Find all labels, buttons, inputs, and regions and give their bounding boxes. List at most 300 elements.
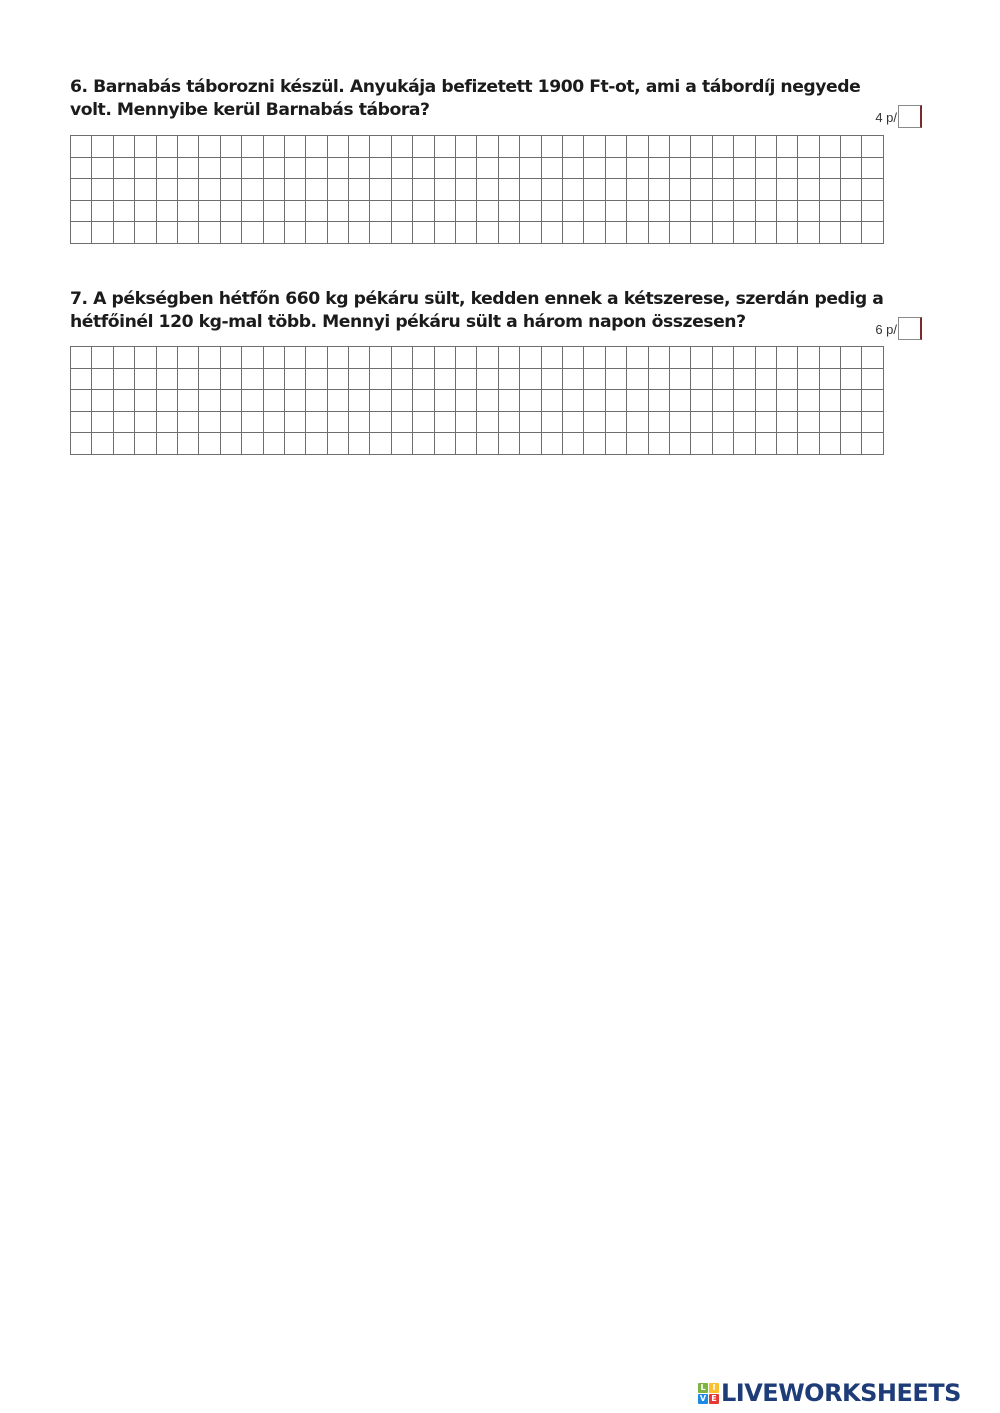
grid-cell[interactable] [691,411,712,433]
grid-cell[interactable] [584,368,605,390]
grid-cell[interactable] [669,390,690,412]
grid-cell[interactable] [520,136,541,158]
grid-cell[interactable] [177,411,198,433]
grid-cell[interactable] [862,136,883,158]
grid-cell[interactable] [306,433,327,455]
grid-cell[interactable] [220,136,241,158]
grid-cell[interactable] [798,411,819,433]
grid-cell[interactable] [413,390,434,412]
grid-cell[interactable] [177,157,198,179]
grid-cell[interactable] [520,368,541,390]
grid-cell[interactable] [71,136,92,158]
grid-cell[interactable] [648,157,669,179]
grid-cell[interactable] [712,136,733,158]
grid-cell[interactable] [113,222,134,244]
grid-cell[interactable] [327,200,348,222]
grid-cell[interactable] [242,433,263,455]
grid-cell[interactable] [306,222,327,244]
grid-cell[interactable] [370,411,391,433]
grid-cell[interactable] [71,200,92,222]
grid-cell[interactable] [220,222,241,244]
grid-cell[interactable] [177,136,198,158]
grid-cell[interactable] [92,179,113,201]
grid-cell[interactable] [327,347,348,369]
task-7-score-box[interactable] [898,317,922,340]
grid-cell[interactable] [562,390,583,412]
grid-cell[interactable] [584,136,605,158]
grid-cell[interactable] [413,222,434,244]
grid-cell[interactable] [841,433,862,455]
grid-cell[interactable] [541,433,562,455]
grid-cell[interactable] [776,179,797,201]
grid-cell[interactable] [498,347,519,369]
grid-cell[interactable] [370,157,391,179]
grid-cell[interactable] [819,390,840,412]
grid-cell[interactable] [413,368,434,390]
grid-cell[interactable] [284,411,305,433]
grid-cell[interactable] [862,347,883,369]
grid-cell[interactable] [755,411,776,433]
grid-cell[interactable] [862,433,883,455]
grid-cell[interactable] [456,411,477,433]
grid-cell[interactable] [862,200,883,222]
grid-cell[interactable] [477,368,498,390]
grid-cell[interactable] [841,390,862,412]
grid-cell[interactable] [541,136,562,158]
grid-cell[interactable] [327,222,348,244]
grid-cell[interactable] [498,179,519,201]
grid-cell[interactable] [391,179,412,201]
grid-cell[interactable] [327,136,348,158]
grid-cell[interactable] [862,157,883,179]
grid-cell[interactable] [156,200,177,222]
grid-cell[interactable] [71,390,92,412]
grid-cell[interactable] [691,157,712,179]
grid-cell[interactable] [798,157,819,179]
grid-cell[interactable] [284,222,305,244]
grid-cell[interactable] [327,368,348,390]
grid-cell[interactable] [819,222,840,244]
grid-cell[interactable] [798,347,819,369]
grid-cell[interactable] [819,411,840,433]
grid-cell[interactable] [798,200,819,222]
grid-cell[interactable] [648,179,669,201]
grid-cell[interactable] [712,433,733,455]
grid-cell[interactable] [413,433,434,455]
grid-cell[interactable] [113,347,134,369]
task-6-answer-grid[interactable] [70,135,884,244]
grid-cell[interactable] [819,433,840,455]
grid-cell[interactable] [284,179,305,201]
grid-cell[interactable] [113,200,134,222]
grid-cell[interactable] [370,390,391,412]
grid-cell[interactable] [584,433,605,455]
grid-cell[interactable] [520,222,541,244]
grid-cell[interactable] [541,179,562,201]
grid-cell[interactable] [177,179,198,201]
grid-cell[interactable] [263,433,284,455]
grid-cell[interactable] [627,368,648,390]
grid-cell[interactable] [177,390,198,412]
grid-cell[interactable] [627,433,648,455]
grid-cell[interactable] [327,179,348,201]
grid-cell[interactable] [562,136,583,158]
grid-cell[interactable] [798,390,819,412]
grid-cell[interactable] [306,157,327,179]
grid-cell[interactable] [71,411,92,433]
grid-cell[interactable] [627,222,648,244]
grid-cell[interactable] [605,179,626,201]
grid-cell[interactable] [220,200,241,222]
grid-cell[interactable] [477,136,498,158]
task-7-answer-grid[interactable] [70,346,884,455]
grid-cell[interactable] [113,179,134,201]
grid-cell[interactable] [263,222,284,244]
grid-cell[interactable] [798,433,819,455]
grid-cell[interactable] [862,368,883,390]
grid-cell[interactable] [477,200,498,222]
grid-cell[interactable] [177,222,198,244]
grid-cell[interactable] [135,136,156,158]
grid-cell[interactable] [691,222,712,244]
grid-cell[interactable] [349,136,370,158]
grid-cell[interactable] [135,433,156,455]
grid-cell[interactable] [819,200,840,222]
grid-cell[interactable] [776,390,797,412]
grid-cell[interactable] [712,157,733,179]
grid-cell[interactable] [819,368,840,390]
grid-cell[interactable] [456,222,477,244]
grid-cell[interactable] [712,222,733,244]
grid-cell[interactable] [605,433,626,455]
grid-cell[interactable] [669,368,690,390]
grid-cell[interactable] [92,368,113,390]
grid-cell[interactable] [327,433,348,455]
grid-cell[interactable] [584,157,605,179]
grid-cell[interactable] [391,157,412,179]
grid-cell[interactable] [648,200,669,222]
grid-cell[interactable] [413,347,434,369]
grid-cell[interactable] [862,222,883,244]
grid-cell[interactable] [648,347,669,369]
grid-cell[interactable] [776,222,797,244]
grid-cell[interactable] [349,200,370,222]
grid-cell[interactable] [156,390,177,412]
grid-cell[interactable] [349,390,370,412]
grid-cell[interactable] [135,222,156,244]
grid-cell[interactable] [755,222,776,244]
grid-cell[interactable] [220,411,241,433]
grid-cell[interactable] [562,368,583,390]
grid-cell[interactable] [242,136,263,158]
grid-cell[interactable] [135,411,156,433]
grid-cell[interactable] [177,200,198,222]
grid-cell[interactable] [220,179,241,201]
grid-cell[interactable] [648,433,669,455]
grid-cell[interactable] [284,347,305,369]
grid-cell[interactable] [776,136,797,158]
grid-cell[interactable] [627,347,648,369]
grid-cell[interactable] [605,157,626,179]
grid-cell[interactable] [562,179,583,201]
grid-cell[interactable] [669,222,690,244]
grid-cell[interactable] [819,347,840,369]
grid-cell[interactable] [734,136,755,158]
grid-cell[interactable] [776,347,797,369]
grid-cell[interactable] [562,347,583,369]
grid-cell[interactable] [584,222,605,244]
grid-cell[interactable] [306,136,327,158]
grid-cell[interactable] [413,179,434,201]
grid-cell[interactable] [776,433,797,455]
grid-cell[interactable] [327,390,348,412]
grid-cell[interactable] [413,411,434,433]
grid-cell[interactable] [712,411,733,433]
grid-cell[interactable] [92,222,113,244]
grid-cell[interactable] [263,157,284,179]
grid-cell[interactable] [648,390,669,412]
grid-cell[interactable] [349,157,370,179]
grid-cell[interactable] [734,368,755,390]
grid-cell[interactable] [669,136,690,158]
grid-cell[interactable] [327,411,348,433]
grid-cell[interactable] [434,433,455,455]
grid-cell[interactable] [691,179,712,201]
grid-cell[interactable] [627,390,648,412]
grid-cell[interactable] [71,179,92,201]
grid-cell[interactable] [819,136,840,158]
grid-cell[interactable] [755,179,776,201]
grid-cell[interactable] [220,368,241,390]
grid-cell[interactable] [734,433,755,455]
grid-cell[interactable] [92,433,113,455]
grid-cell[interactable] [584,411,605,433]
grid-cell[interactable] [391,222,412,244]
grid-cell[interactable] [434,368,455,390]
grid-cell[interactable] [841,157,862,179]
grid-cell[interactable] [541,368,562,390]
grid-cell[interactable] [71,157,92,179]
grid-cell[interactable] [498,157,519,179]
grid-cell[interactable] [541,200,562,222]
grid-cell[interactable] [520,347,541,369]
grid-cell[interactable] [669,433,690,455]
grid-cell[interactable] [391,390,412,412]
grid-cell[interactable] [841,136,862,158]
grid-cell[interactable] [306,411,327,433]
grid-cell[interactable] [648,411,669,433]
grid-cell[interactable] [177,433,198,455]
grid-cell[interactable] [734,390,755,412]
grid-cell[interactable] [627,136,648,158]
grid-cell[interactable] [306,200,327,222]
grid-cell[interactable] [562,411,583,433]
grid-cell[interactable] [242,222,263,244]
grid-cell[interactable] [263,411,284,433]
grid-cell[interactable] [456,200,477,222]
grid-cell[interactable] [220,347,241,369]
grid-cell[interactable] [456,390,477,412]
grid-cell[interactable] [284,368,305,390]
grid-cell[interactable] [776,200,797,222]
grid-cell[interactable] [798,222,819,244]
grid-cell[interactable] [712,347,733,369]
grid-cell[interactable] [220,433,241,455]
grid-cell[interactable] [199,179,220,201]
grid-cell[interactable] [92,390,113,412]
grid-cell[interactable] [306,390,327,412]
grid-cell[interactable] [456,433,477,455]
grid-cell[interactable] [92,411,113,433]
grid-cell[interactable] [691,347,712,369]
grid-cell[interactable] [156,157,177,179]
grid-cell[interactable] [113,390,134,412]
grid-cell[interactable] [584,200,605,222]
grid-cell[interactable] [584,347,605,369]
grid-cell[interactable] [413,136,434,158]
grid-cell[interactable] [755,368,776,390]
grid-cell[interactable] [477,347,498,369]
grid-cell[interactable] [413,157,434,179]
grid-cell[interactable] [584,179,605,201]
grid-cell[interactable] [349,368,370,390]
grid-cell[interactable] [156,136,177,158]
grid-cell[interactable] [306,368,327,390]
grid-cell[interactable] [819,179,840,201]
grid-cell[interactable] [92,200,113,222]
grid-cell[interactable] [413,200,434,222]
grid-cell[interactable] [242,179,263,201]
grid-cell[interactable] [669,347,690,369]
grid-cell[interactable] [92,157,113,179]
grid-cell[interactable] [841,222,862,244]
grid-cell[interactable] [841,179,862,201]
grid-cell[interactable] [776,157,797,179]
grid-cell[interactable] [605,390,626,412]
grid-cell[interactable] [434,136,455,158]
grid-cell[interactable] [734,179,755,201]
grid-cell[interactable] [691,136,712,158]
grid-cell[interactable] [734,157,755,179]
grid-cell[interactable] [71,222,92,244]
grid-cell[interactable] [370,347,391,369]
grid-cell[interactable] [541,411,562,433]
grid-cell[interactable] [734,347,755,369]
grid-cell[interactable] [477,433,498,455]
grid-cell[interactable] [755,136,776,158]
grid-cell[interactable] [199,222,220,244]
grid-cell[interactable] [776,368,797,390]
grid-cell[interactable] [349,411,370,433]
grid-cell[interactable] [862,411,883,433]
grid-cell[interactable] [841,411,862,433]
grid-cell[interactable] [648,368,669,390]
grid-cell[interactable] [456,157,477,179]
grid-cell[interactable] [498,222,519,244]
grid-cell[interactable] [242,411,263,433]
grid-cell[interactable] [177,347,198,369]
grid-cell[interactable] [584,390,605,412]
grid-cell[interactable] [605,200,626,222]
grid-cell[interactable] [627,157,648,179]
grid-cell[interactable] [541,222,562,244]
grid-cell[interactable] [135,390,156,412]
grid-cell[interactable] [477,411,498,433]
grid-cell[interactable] [220,157,241,179]
grid-cell[interactable] [242,390,263,412]
grid-cell[interactable] [391,368,412,390]
grid-cell[interactable] [199,390,220,412]
grid-cell[interactable] [734,200,755,222]
grid-cell[interactable] [776,411,797,433]
task-6-score-box[interactable] [898,105,922,128]
grid-cell[interactable] [284,157,305,179]
grid-cell[interactable] [627,200,648,222]
grid-cell[interactable] [841,347,862,369]
grid-cell[interactable] [327,157,348,179]
grid-cell[interactable] [199,347,220,369]
grid-cell[interactable] [349,347,370,369]
grid-cell[interactable] [199,368,220,390]
grid-cell[interactable] [498,390,519,412]
grid-cell[interactable] [370,200,391,222]
grid-cell[interactable] [498,136,519,158]
grid-cell[interactable] [456,179,477,201]
grid-cell[interactable] [113,136,134,158]
grid-cell[interactable] [798,136,819,158]
grid-cell[interactable] [862,390,883,412]
grid-cell[interactable] [284,200,305,222]
grid-cell[interactable] [498,411,519,433]
grid-cell[interactable] [755,433,776,455]
grid-cell[interactable] [199,157,220,179]
grid-cell[interactable] [712,200,733,222]
grid-cell[interactable] [456,368,477,390]
grid-cell[interactable] [520,179,541,201]
grid-cell[interactable] [71,347,92,369]
grid-cell[interactable] [712,390,733,412]
grid-cell[interactable] [498,368,519,390]
grid-cell[interactable] [370,368,391,390]
grid-cell[interactable] [691,390,712,412]
grid-cell[interactable] [562,157,583,179]
grid-cell[interactable] [263,368,284,390]
grid-cell[interactable] [520,411,541,433]
grid-cell[interactable] [734,411,755,433]
grid-cell[interactable] [113,433,134,455]
grid-cell[interactable] [841,368,862,390]
grid-cell[interactable] [669,200,690,222]
grid-cell[interactable] [199,136,220,158]
grid-cell[interactable] [156,411,177,433]
grid-cell[interactable] [755,390,776,412]
grid-cell[interactable] [434,157,455,179]
grid-cell[interactable] [349,222,370,244]
grid-cell[interactable] [284,136,305,158]
grid-cell[interactable] [755,157,776,179]
grid-cell[interactable] [284,433,305,455]
grid-cell[interactable] [370,433,391,455]
grid-cell[interactable] [199,433,220,455]
grid-cell[interactable] [242,368,263,390]
grid-cell[interactable] [434,390,455,412]
grid-cell[interactable] [156,433,177,455]
grid-cell[interactable] [370,222,391,244]
grid-cell[interactable] [648,222,669,244]
grid-cell[interactable] [734,222,755,244]
grid-cell[interactable] [263,200,284,222]
grid-cell[interactable] [691,368,712,390]
